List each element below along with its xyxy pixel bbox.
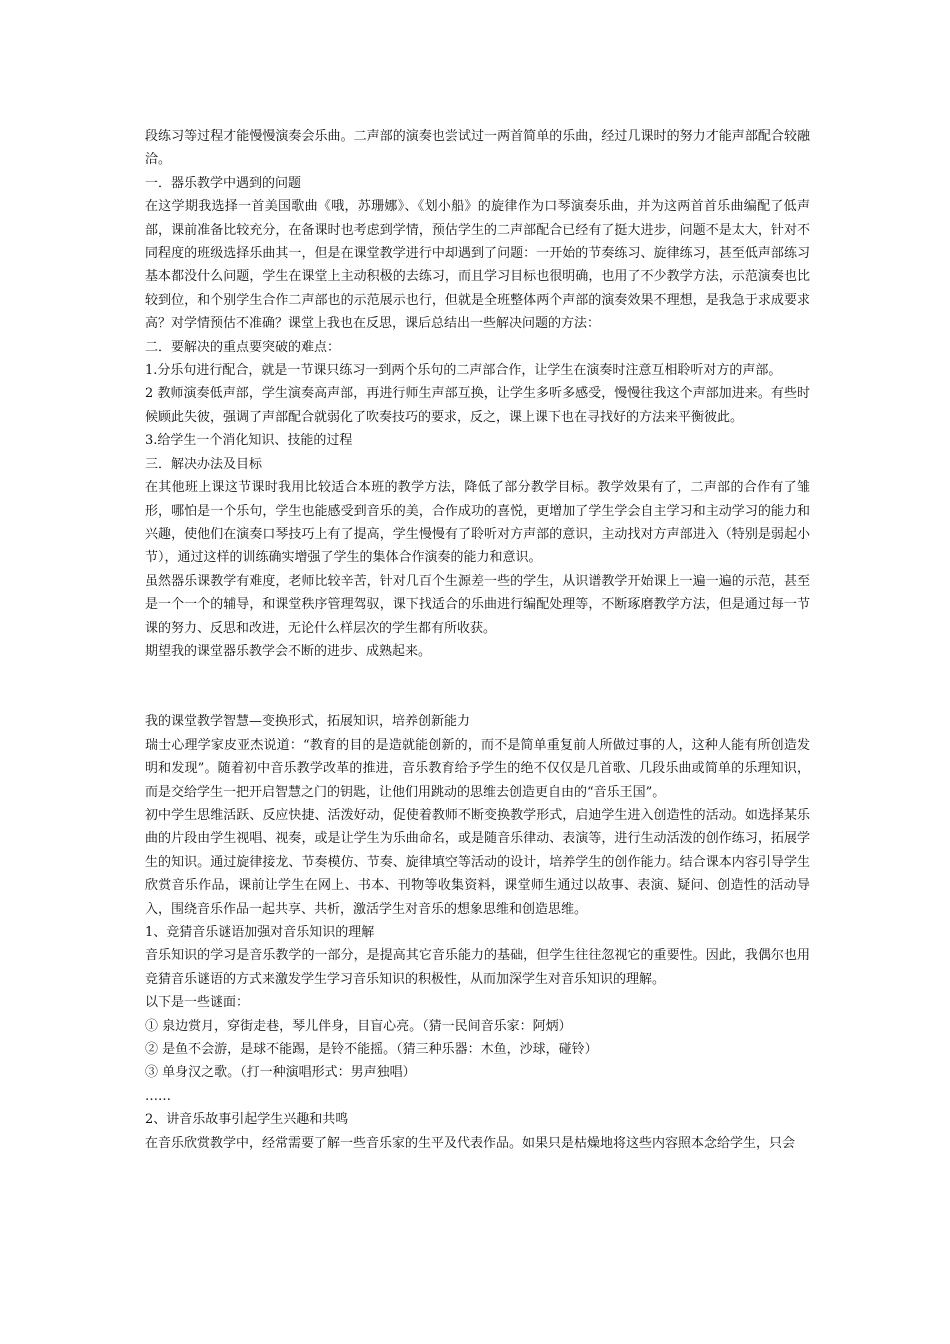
paragraph: 段练习等过程才能慢慢演奏会乐曲。二声部的演奏也尝试过一两首简单的乐曲，经过几课时的努力才能声部配合较融洽。	[145, 129, 810, 168]
paragraph: 在音乐欣赏教学中，经常需要了解一些音乐家的生平及代表作品。如果只是枯燥地将这些内容照本念给学生，只会	[145, 1135, 796, 1151]
paragraph: 初中学生思维活跃、反应快捷、活泼好动，促使着教师不断变换教学形式，启迪学生进入创造性的活动。如选择某乐曲的片段由学生视唱、视奏，或是让学生为乐曲命名，或是随音乐律动、表演等，进行生动活泼的创作练习，拓展学生的知识。通过旋律接龙、节奏模仿、节奏、旋律填空等活动的设计，培养学生的创作能力。结合课本内容引导学生欣赏音乐作品，课前让学生在网上、书本、刊物等收集资料，课堂师生通过以故事、表演、疑问、创造性的活动导入，围绕音乐作品一起共享、共析，激活学生对音乐的想象思维和创造思维。	[145, 807, 810, 917]
paragraph: 以下是一些谜面：	[145, 995, 250, 1011]
paragraph: 音乐知识的学习是音乐教学的一部分，是提高其它音乐能力的基础，但学生往往忽视它的重要性。因此，我偶尔也用竞猜音乐谜语的方式来激发学生学习音乐知识的积极性，从而加深学生对音乐知识的理解。	[145, 948, 810, 987]
document-body	[145, 125, 810, 1155]
section-heading: 二．要解决的重点要突破的难点：	[145, 339, 341, 355]
list-item: 2 教师演奏低声部，学生演奏高声部，再进行师生声部互换，让学生多听多感受，慢慢往我这个声部加进来。有些时候顾此失彼，强调了声部配合就弱化了吹奏技巧的要求，反之，课上课下也在寻找好的方法来平衡彼此。	[145, 386, 810, 425]
paragraph: 瑞士心理学家皮亚杰说道：“教育的目的是造就能创新的，而不是简单重复前人所做过事的人，这种人能有所创造发明和发现”。随着初中音乐教学改革的推进，音乐教育给予学生的绝不仅仅是几首歌、几段乐曲或简单的乐理知识，而是交给学生一把开启智慧之门的钥匙，让他们用跳动的思维去创造更自由的“音乐王国”。	[145, 737, 810, 800]
riddle-item: ① 泉边赏月，穿街走巷，琴儿伴身，目盲心亮。（猜一民间音乐家：阿炳）	[145, 1018, 572, 1034]
riddle-item: ③ 单身汉之歌。（打一种演唱形式：男声独唱）	[145, 1065, 416, 1081]
list-item: 1.分乐句进行配合，就是一节课只练习一到两个乐句的二声部合作，让学生在演奏时注意互相聆听对方的声部。	[145, 363, 782, 379]
paragraph: 在其他班上课这节课时我用比较适合本班的教学方法，降低了部分教学目标。教学效果有了，二声部的合作有了雏形，哪怕是一个乐句，学生也能感受到音乐的美，合作成功的喜悦，更增加了学生学会自主学习和主动学习的能力和兴趣，使他们在演奏口琴技巧上有了提高，学生慢慢有了聆听对方声部的意识，主动找对方声部进入（特别是弱起小节），通过这样的训练确实增强了学生的集体合作演奏的能力和意识。	[145, 480, 810, 566]
riddle-item: ② 是鱼不会游，是球不能踢，是铃不能摇。（猜三种乐器：木鱼，沙球，碰铃）	[145, 1042, 598, 1058]
paragraph: 在这学期我选择一首美国歌曲《哦，苏珊娜》、《划小船》的旋律作为口琴演奏乐曲，并为这两首首乐曲编配了低声部，课前准备比较充分，在备课时也考虑到学情，预估学生的二声部配合已经有了挺大进步，问题不是太大，针对不同程度的班级选择乐曲其一，但是在课堂教学进行中却遇到了问题：一开始的节奏练习、旋律练习，甚至低声部练习基本都没什么问题，学生在课堂上主动积极的去练习，而且学习目标也很明确，也用了不少教学方法，示范演奏也比较到位，和个别学生合作二声部也的示范展示也行，但就是全班整体两个声部的演奏效果不理想，是我急于求成要求高？对学情预估不准确？课堂上我也在反思，课后总结出一些解决问题的方法：	[145, 199, 810, 332]
ellipsis: ……	[145, 1088, 171, 1104]
paragraph: 期望我的课堂器乐教学会不断的进步、成熟起来。	[145, 643, 432, 659]
section-heading: 三．解决办法及目标	[145, 456, 263, 472]
section-spacer	[145, 663, 810, 710]
section-heading: 2、讲音乐故事引起学生兴趣和共鸣	[145, 1112, 349, 1128]
paragraph: 虽然器乐课教学有难度，老师比较辛苦，针对几百个生源差一些的学生，从识谱教学开始课上一遍一遍的示范，甚至是一个一个的辅导，和课堂秩序管理驾驭，课下找适合的乐曲进行编配处理等，不断琢磨教学方法，但是通过每一节课的努力、反思和改进，无论什么样层次的学生都有所收获。	[145, 573, 810, 636]
section-heading: 1、竞猜音乐谜语加强对音乐知识的理解	[145, 925, 375, 940]
list-item: 3.给学生一个消化知识、技能的过程	[145, 433, 353, 449]
section-heading: 一．器乐教学中遇到的问题	[145, 175, 302, 191]
article-title: 我的课堂教学智慧—变换形式，拓展知识，培养创新能力	[145, 714, 471, 730]
